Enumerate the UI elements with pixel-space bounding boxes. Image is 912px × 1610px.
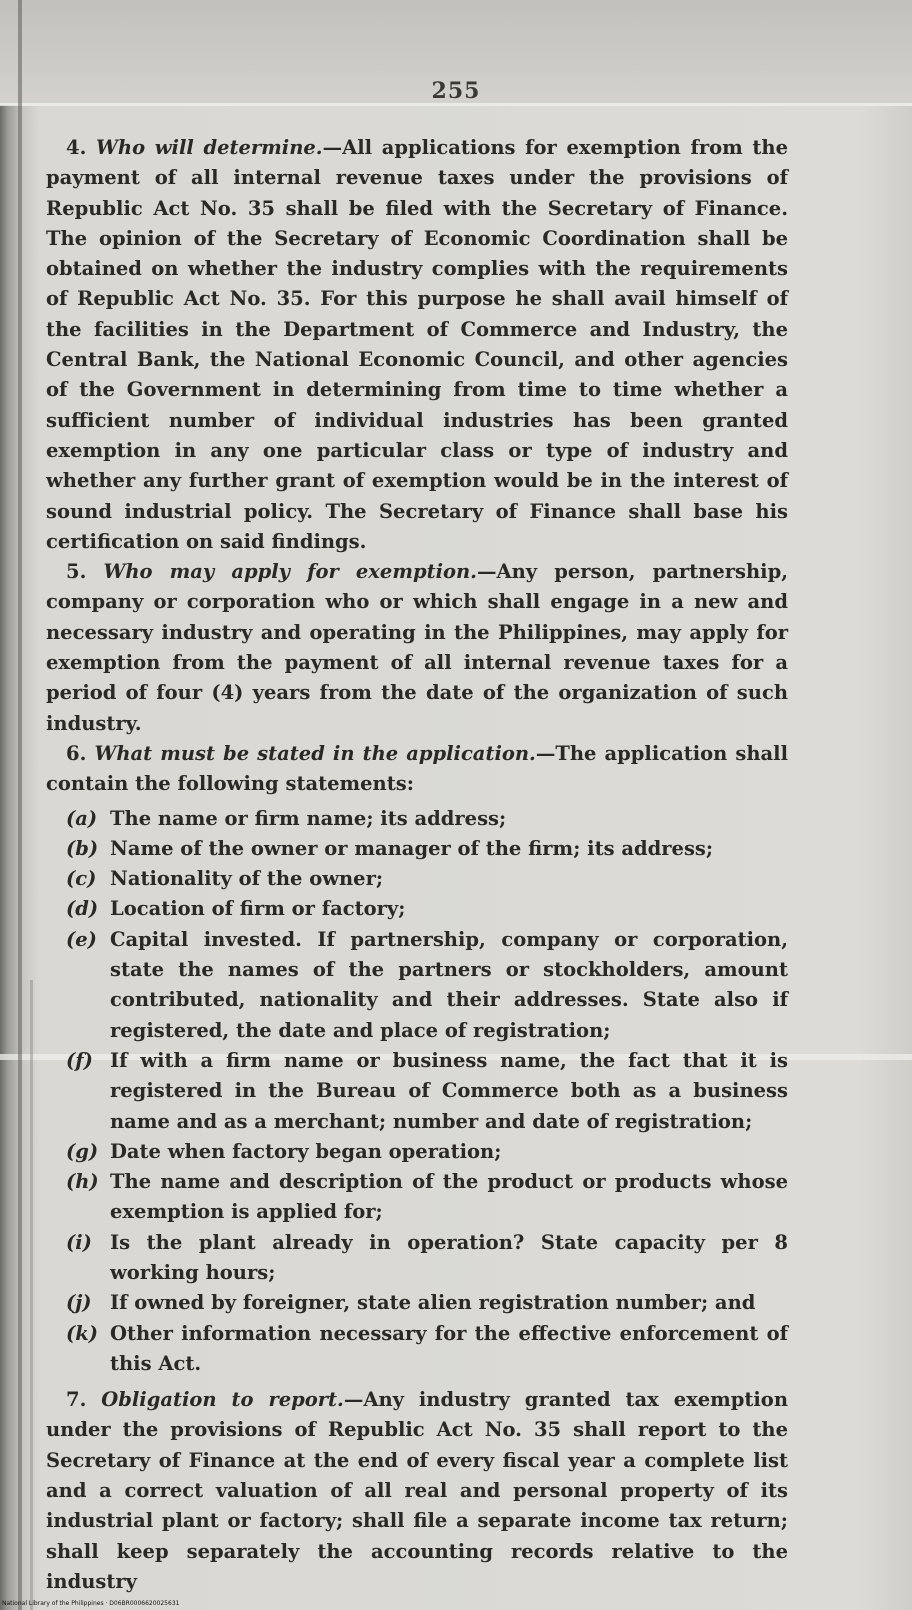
list-item: [46, 1046, 788, 1137]
item-label: (i): [66, 1230, 92, 1254]
item-label: (a): [66, 806, 98, 830]
item-text: If owned by foreigner, state alien registration number; and: [110, 1291, 756, 1315]
page-number: 255: [431, 78, 481, 104]
item-label: (c): [66, 867, 97, 891]
item-text: Location of firm or factory;: [110, 897, 406, 921]
list-item: [46, 1228, 788, 1289]
section-5: [46, 557, 788, 739]
item-text: Other information necessary for the effective enforcement of this Act.: [110, 1321, 788, 1375]
item-label: (g): [66, 1139, 99, 1163]
section-number: 6.: [66, 741, 87, 765]
item-text: The name or firm name; its address;: [110, 806, 507, 830]
item-text: If with a firm name or business name, the fact that it is registered in the Bureau of Commerce both as a business name and as a merchant; number and date of registration;: [110, 1048, 788, 1133]
list-item: [46, 1319, 788, 1380]
item-text: Is the plant already in operation? State capacity per 8 working hours;: [110, 1230, 788, 1284]
section-text: —Any person, partnership, company or corporation who or which shall engage in a new and necessary industry and operating in the Philippines, may apply for exemption from the payment of all internal revenue taxes for a period of four (4) years from the date of the organization of such industry.: [46, 560, 788, 735]
section-4: [46, 133, 788, 557]
item-label: (e): [66, 927, 97, 951]
item-label: (k): [66, 1321, 98, 1345]
library-footer: National Library of the Philippines · D06BR0006620025631: [2, 1600, 180, 1607]
item-text: Capital invested. If partnership, company or corporation, state the names of the partners or stockholders, amount contributed, nationality and their addresses. State also if registered, the date and place of registration;: [110, 927, 788, 1042]
list-item: [46, 925, 788, 1046]
section-text: —All applications for exemption from the payment of all internal revenue taxes under the provisions of Republic Act No. 35 shall be filed with the Secretary of Finance. The opinion of the Secretary of Economic Coordination shall be obtained on whether the industry complies with the requirements of Republic Act No. 35. For this purpose he shall avail himself of the facilities in the Department of Commerce and Industry, the Central Bank, the National Economic Council, and other agencies of the Government in determining from time to time whether a sufficient number of individual industries has been granted exemption in any one particular class or type of industry and whether any further grant of exemption would be in the interest of sound industrial policy. The Secretary of Finance shall base his certification on said findings.: [46, 136, 789, 553]
list-item: [46, 834, 788, 864]
list-item: [46, 894, 788, 924]
item-text: Name of the owner or manager of the firm; its address;: [110, 836, 714, 860]
section-title: Who will determine.: [96, 136, 323, 159]
section-number: 4.: [66, 136, 87, 159]
item-text: Nationality of the owner;: [110, 867, 384, 891]
document-body: [46, 133, 788, 1597]
item-label: (f): [66, 1048, 93, 1072]
list-item: [46, 864, 788, 894]
item-label: (d): [66, 897, 99, 921]
section-7: [46, 1385, 788, 1597]
application-items-list: [46, 804, 788, 1380]
binding-edge-secondary: [30, 980, 33, 1610]
item-label: (j): [66, 1291, 92, 1315]
item-text: Date when factory began operation;: [110, 1139, 502, 1163]
section-title: Obligation to report.: [101, 1388, 344, 1412]
binding-edge: [18, 0, 22, 1610]
section-6: [46, 739, 788, 800]
list-item: [46, 1167, 788, 1228]
list-item: [46, 804, 788, 834]
list-item: [46, 1137, 788, 1167]
item-label: (h): [66, 1170, 99, 1194]
section-number: 7.: [66, 1388, 87, 1412]
item-label: (b): [66, 836, 99, 860]
item-text: The name and description of the product or products whose exemption is applied for;: [110, 1170, 788, 1224]
section-text: —The application shall contain the following statements:: [46, 741, 788, 796]
section-number: 5.: [66, 560, 87, 584]
list-item: [46, 1288, 788, 1318]
section-title: Who may apply for exemption.: [103, 560, 477, 584]
section-title: What must be stated in the application.: [94, 741, 536, 765]
section-text: —Any industry granted tax exemption under the provisions of Republic Act No. 35 shall report to the Secretary of Finance at the end of every fiscal year a complete list and a correct valuation of all real and personal property of its industrial plant or factory; shall file a separate income tax return; shall keep separately the accounting records relative to the industry: [46, 1388, 788, 1593]
